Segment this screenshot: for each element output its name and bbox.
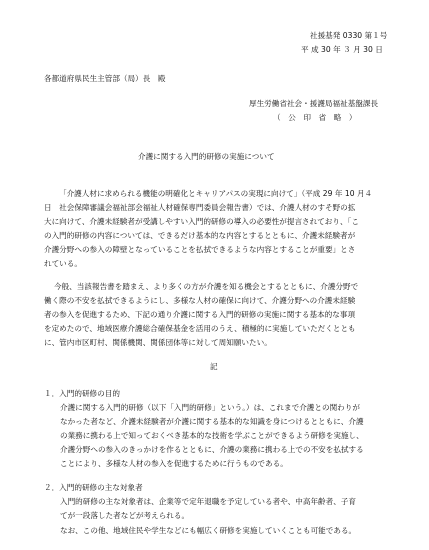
subject-title: 介護に関する入門的研修の実施について [138, 152, 275, 161]
section2-line: 入門的研修の主な対象者は、企業等で定年退職を予定している者や、中高年齢者、子育 [60, 497, 356, 506]
section1-line: ことにより、多様な人材の参入を促進するために行うものである。 [60, 459, 288, 468]
intro-line: 「介護人材に求められる機能の明確化とキャリアパスの実現に向けて」（平成 29 年 10 月４ [59, 189, 373, 198]
section-heading: ２．入門的研修の主な対象者 [44, 483, 143, 492]
body-line: 働く際の不安を払拭できるようにし、多様な人材の確保に向けて、介護分野への介護未経験 [44, 296, 356, 305]
section-heading: １．入門的研修の目的 [44, 389, 120, 398]
section1-line: 介護に関する入門的研修（以下「入門的研修」という。）は、これまで介護との関わりが [60, 403, 360, 412]
intro-line: れている。 [44, 259, 82, 268]
body-line: に、管内市区町村、関係機関、関係団体等に対して周知願いたい。 [44, 338, 272, 347]
intro-line: 大に向けて、介護未経験者が受講しやすい入門的研修の導入の必要性が提言されており、「こ [44, 217, 359, 226]
body-line: 者の参入を促進するため、下記の通り介護に関する入門的研修の実施に関する基本的な事項 [44, 310, 356, 319]
section2-line: てが一段落した者などが考えられる。 [60, 511, 190, 520]
body-line: を定めたので、地域医療介護総合確保基金を活用のうえ、積極的に実施していただくととも [44, 324, 356, 333]
addressee: 各都道府県民生主管部（局）長 殿 [44, 74, 166, 83]
section1-line: の業務に携わる上で知っておくべき基本的な技術を学ぶことができるよう研修を実施し、 [60, 431, 364, 440]
intro-line: の入門的研修の内容については、できるだけ基本的な内容とするとともに、介護未経験者が [44, 231, 356, 240]
document-number: 社援基発 0330 第１号 [310, 31, 388, 40]
seal-omitted-note: （ 公 印 省 略 ） [273, 113, 357, 122]
section1-line: 介護分野への参入のきっかけを作るとともに、介護の業務に携わる上での不安を払拭する [60, 445, 364, 454]
document-date: 平 成 30 年 ３ 月 30 日 [301, 45, 383, 54]
sender-title: 厚生労働省社会・援護局福祉基盤課長 [249, 99, 379, 108]
intro-line: 日 社会保障審議会福祉部会福祉人材確保専門委員会報告書）では、介護人材のすそ野の拡 [44, 203, 356, 212]
intro-line: 介護分野への参入の障壁となっていることを払拭できるような内容とすることが重要」とさ [44, 245, 356, 254]
ki-marker: 記 [210, 362, 218, 371]
section2-line: なお、この他、地域住民や学生などにも幅広く研修を実施していくことも可能である。 [60, 526, 357, 535]
section1-line: なかった者など、介護未経験者が介護に関する基本的な知識を身につけるとともに、介護 [60, 417, 364, 426]
body-line: 今般、当該報告書を踏まえ、より多くの方が介護を知る機会とするとともに、介護分野で [54, 282, 359, 291]
